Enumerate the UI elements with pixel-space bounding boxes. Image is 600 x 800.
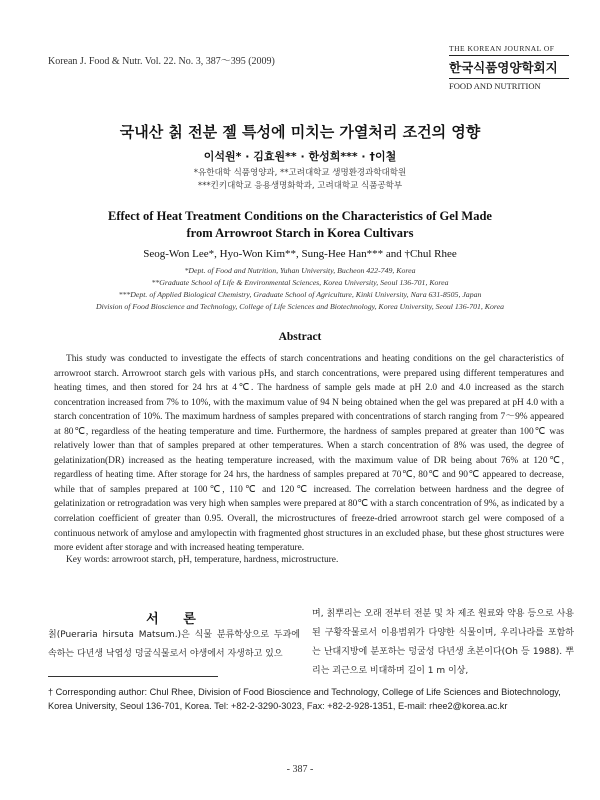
journal-name-english-top: THE KOREAN JOURNAL OF — [449, 44, 555, 53]
english-title-line-1: Effect of Heat Treatment Conditions on the Characteristics of Gel Made — [108, 209, 492, 223]
masthead-rule-top — [449, 55, 569, 56]
english-affiliation-3: ***Dept. of Applied Biological Chemistry, Graduate School of Agriculture, Kinki University, Nara 631-8505, Japan — [118, 290, 482, 299]
introduction-heading: 서 론 — [146, 612, 206, 627]
corresponding-author-footnote: † Corresponding author: Chul Rhee, Division of Food Bioscience and Technology, College of Life Sciences and Biotechnology, Korea University, Seoul 136-701, Korea. Tel: +82-2-3290-3023, Fax: +82-2-928-1351, E-mail: rhee2@korea.ac.kr — [48, 687, 561, 711]
english-title-line-2: from Arrowroot Starch in Korea Cultivars — [186, 226, 414, 240]
korean-authors: 이석원* · 김효원** · 한성희*** · †이철 — [203, 150, 397, 163]
keywords: Key words: arrowroot starch, pH, temperature, hardness, microstructure. — [66, 555, 339, 565]
journal-name-korean: 한국식품영양학회지 — [449, 60, 558, 75]
english-title — [30, 208, 570, 242]
korean-affiliation-2: ***킨키대학교 응용생명화학과, 고려대학교 식품공학부 — [197, 181, 403, 191]
page-number: - 387 - — [286, 764, 314, 775]
introduction-left-column: 칡(Pueraria hirsuta Matsum.)은 식물 분류학상으로 두과에 속하는 다년생 낙엽성 덩굴식물로서 야생에서 자생하고 있으 — [48, 630, 300, 659]
masthead-rule-bottom — [449, 78, 569, 79]
journal-name-english-bottom: FOOD AND NUTRITION — [449, 81, 541, 91]
english-affiliation-2: **Graduate School of Life & Environmental Sciences, Korea University, Seoul 136-701, Korea — [151, 278, 449, 287]
english-affiliation-1: *Dept. of Food and Nutrition, Yuhan University, Bucheon 422-749, Korea — [184, 266, 416, 275]
introduction-right-column: 며, 칡뿌리는 오래 전부터 전분 및 차 제조 원료와 약용 등으로 사용된 구황작물로서 이용범위가 다양한 식물이며, 우리나라를 포함하는 난대지방에 분포하는 덩굴성 다년생 초본이다(Oh 등 1988). 뿌리는 괴근으로 비대하며 길이 1 m 이상, — [312, 609, 574, 676]
korean-title: 국내산 칡 전분 젤 특성에 미치는 가열처리 조건의 영향 — [119, 123, 481, 141]
journal-citation: Korean J. Food & Nutr. Vol. 22. No. 3, 387～395 (2009) — [48, 56, 275, 67]
abstract-body: This study was conducted to investigate the effects of starch concentrations and heating conditions on the gel characteristics of arrowroot starch. Arrowroot starch gels with various pHs, and starch concentrations, were prepared using different temperatures and heating times, and then stored for 24 hrs at 4℃. The hardness of sample gels made at pH 2.0 and 4.0 increased as the starch concentration increased from 7% to 10%, with the maximum value of 94 N being obtained when the gel was prepared at pH 4.0 with a starch concentration of 10%. The maximum hardness of samples prepared with concentrations of starch ranging from 7～9% appeared at 80℃, regardless of the heating temperature and time. Furthermore, the hardness of samples prepared at greater than 100℃ was relatively lower than that of samples prepared at other temperatures. When a starch concentration of 8% was used, the degree of gelatinization(DR) increased as the heating temperature increased, with the maximum value of DR being about 76% at 120℃, regardless of heating time. After storage for 24 hrs, the hardness of samples prepared at 70℃, 80℃ and 90℃ appeared to decrease, while that of samples prepared at 100℃, 110℃ and 120℃ increased. The correlation between hardness and the degree of gelatinization or retrogradation was very high when samples were prepared at 80℃ with a starch concentration of 9%, as indicated by a correlation coefficient of greater than 0.95. Overall, the microstructures of freeze-dried arrowroot starch gel were composed of a continuous network of amylose and amylopectin with fragmented ghost structures in an excluded phase, but these ghost structures were more evident after storage and with increased heating temperature. — [54, 354, 564, 554]
english-authors: Seog-Won Lee*, Hyo-Won Kim**, Sung-Hee Han*** and †Chul Rhee — [143, 248, 457, 260]
abstract-heading: Abstract — [278, 331, 322, 343]
footnote-divider — [48, 676, 218, 677]
korean-affiliation-1: *유한대학 식품영양과, **고려대학교 생명환경과학대학원 — [193, 168, 407, 178]
english-affiliation-4: Division of Food Bioscience and Technology, College of Life Sciences and Biotechnology, Korea University, Seoul 136-701, Korea — [96, 302, 504, 311]
journal-masthead — [449, 44, 569, 91]
